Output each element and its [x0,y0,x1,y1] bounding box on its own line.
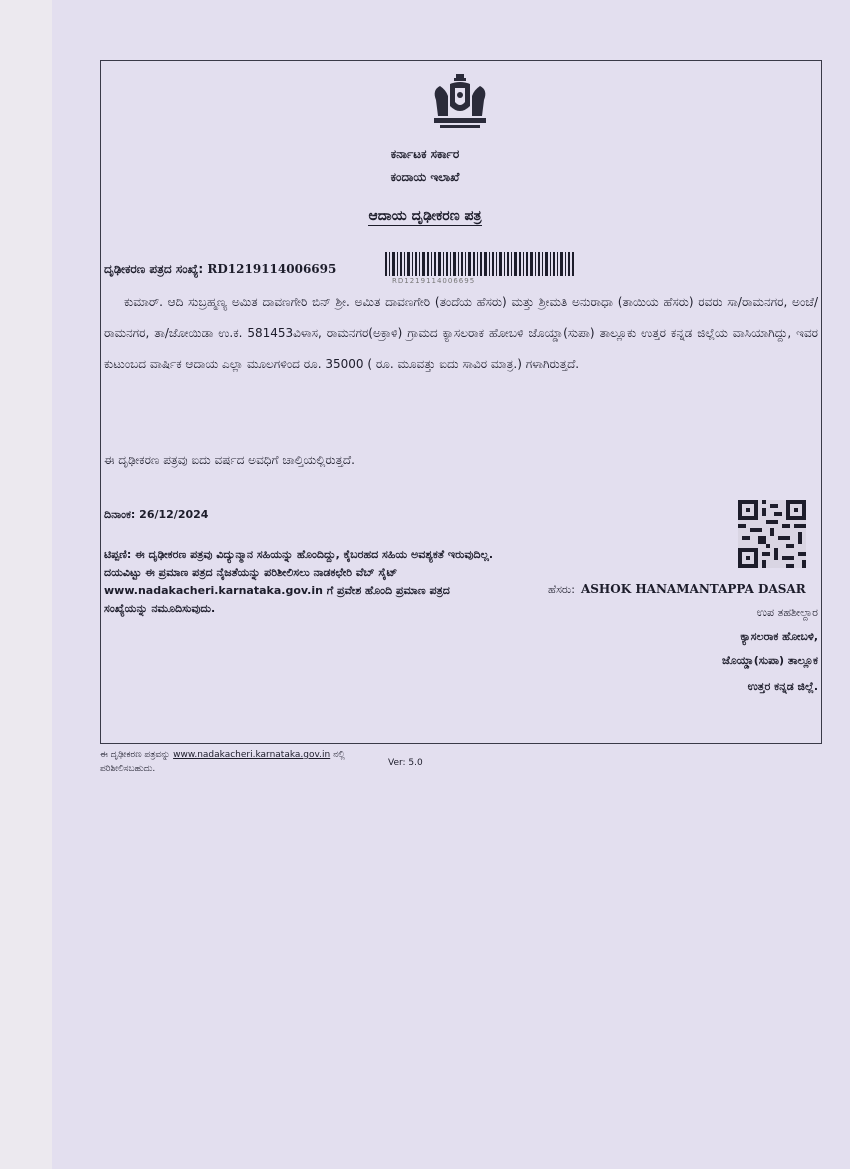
certificate-number-label: ದೃಢೀಕರಣ ಪತ್ರದ ಸಂಖ್ಯೆ: [104,262,204,276]
department-name: ಕಂದಾಯ ಇಲಾಖೆ [390,170,460,184]
karnataka-emblem-icon [428,72,492,136]
validity-statement: ಈ ದೃಢೀಕರಣ ಪತ್ರವು ಐದು ವರ್ಷದ ಅವಧಿಗೆ ಚಾಲ್ತಿಯಲ್ಲಿರುತ್ತದೆ. [104,453,355,467]
certificate-number [104,262,336,277]
note-line-1: ಟಿಪ್ಪಣಿ: ಈ ದೃಢೀಕರಣ ಪತ್ರವು ವಿದ್ಯುನ್ಮಾನ ಸಹಿಯನ್ನು ಹೊಂದಿದ್ದು, ಕೈಬರಹದ ಸಹಿಯ ಅವಶ್ಯಕತೆ ಇರುವುದಿಲ್ಲ. [104,548,494,561]
barcode-icon [385,252,575,278]
signatory-name-value: ASHOK HANAMANTAPPA DASAR [580,582,806,596]
certificate-title [0,208,850,224]
signatory-hobli: ಕ್ಯಾಸಲರಾಕ ಹೋಬಳಿ, [740,630,818,643]
verify-suffix: ನಲ್ಲಿ ಪರಿಶೀಲಿಸಬಹುದು. [100,750,345,774]
certificate-title-text: ಆದಾಯ ದೃಢೀಕರಣ ಪತ್ರ [368,208,482,224]
certificate-number-value: RD1219114006695 [207,262,337,276]
verify-prefix: ಈ ದೃಢೀಕರಣ ಪತ್ರವನ್ನು [100,750,171,760]
certificate-body: ಕುಮಾರ್. ಆದಿ ಸುಬ್ರಹ್ಮಣ್ಯ ಅಮಿತ ದಾವಣಗೇರಿ ಬಿನ್ ಶ್ರೀ. ಅಮಿತ ದಾವಣಗೇರಿ (ತಂದೆಯ ಹೆಸರು) ಮತ್ತು ಶ್ರೀಮತಿ ಅನುರಾಧಾ (ತಾಯಿಯ ಹೆಸರು) ರವರು ಸಾ/ರಾಮನಗರ, ಅಂಚೆ/ರಾಮನಗರ, ತಾ/ಜೋಯಿಡಾ ಉ.ಕ. 581453ವಿಳಾಸ, ರಾಮನಗರ(ಅಕ್ರಾಳಿ) ಗ್ರಾಮದ ಕ್ಯಾಸಲರಾಕ ಹೋಬಳಿ ಜೊಯ್ಡಾ(ಸುಪಾ) ತಾಲ್ಲೂಕು ಉತ್ತರ ಕನ್ನಡ ಜಿಲ್ಲೆಯ ವಾಸಿಯಾಗಿದ್ದು, ಇವರ ಕುಟುಂಬದ ವಾರ್ಷಿಕ ಆದಾಯ ಎಲ್ಲಾ ಮೂಲಗಳಿಂದ ರೂ. 35000 ( ರೂ. ಮೂವತ್ತು ಐದು ಸಾವಿರ ಮಾತ್ರ.) ಗಳಾಗಿರುತ್ತದೆ. [104,295,818,371]
verify-link[interactable]: www.nadakacheri.karnataka.gov.in [173,750,331,760]
version-label: Ver: 5.0 [388,758,423,768]
barcode-caption: RD1219114006695 [392,277,476,285]
issue-date-label: ದಿನಾಂಕ: [104,508,136,521]
qr-code-icon [738,500,806,568]
government-name: ಕರ್ನಾಟಕ ಸರ್ಕಾರ [390,147,460,161]
issue-date-value: 26/12/2024 [139,508,209,521]
signatory-taluk: ಜೊಯ್ಡಾ(ಸುಪಾ) ತಾಲ್ಲೂಕ [721,654,818,667]
note-line-2: ದಯವಿಟ್ಟು ಈ ಪ್ರಮಾಣ ಪತ್ರದ ನೈಜತೆಯನ್ನು ಪರಿಶೀಲಿಸಲು ನಾಡಕಛೇರಿ ವೆಬ್ ಸೈಟ್ www.nadakacheri.karnataka.gov.in ಗೆ ಪ್ರವೇಶ ಹೊಂದಿ ಪ್ರಮಾಣ ಪತ್ರದ ಸಂಖ್ಯೆಯನ್ನು ನಮೂದಿಸುವುದು. [104,566,450,615]
signatory-district: ಉತ್ತರ ಕನ್ನಡ ಜಿಲ್ಲೆ. [747,680,818,693]
verification-footer [100,748,380,776]
signatory-name-label: ಹೆಸರು: [548,583,575,596]
signatory-name [548,582,806,597]
issue-date [104,508,208,522]
signatory-designation: ಉಪ ತಹಶೀಲ್ದಾರ [756,606,818,619]
